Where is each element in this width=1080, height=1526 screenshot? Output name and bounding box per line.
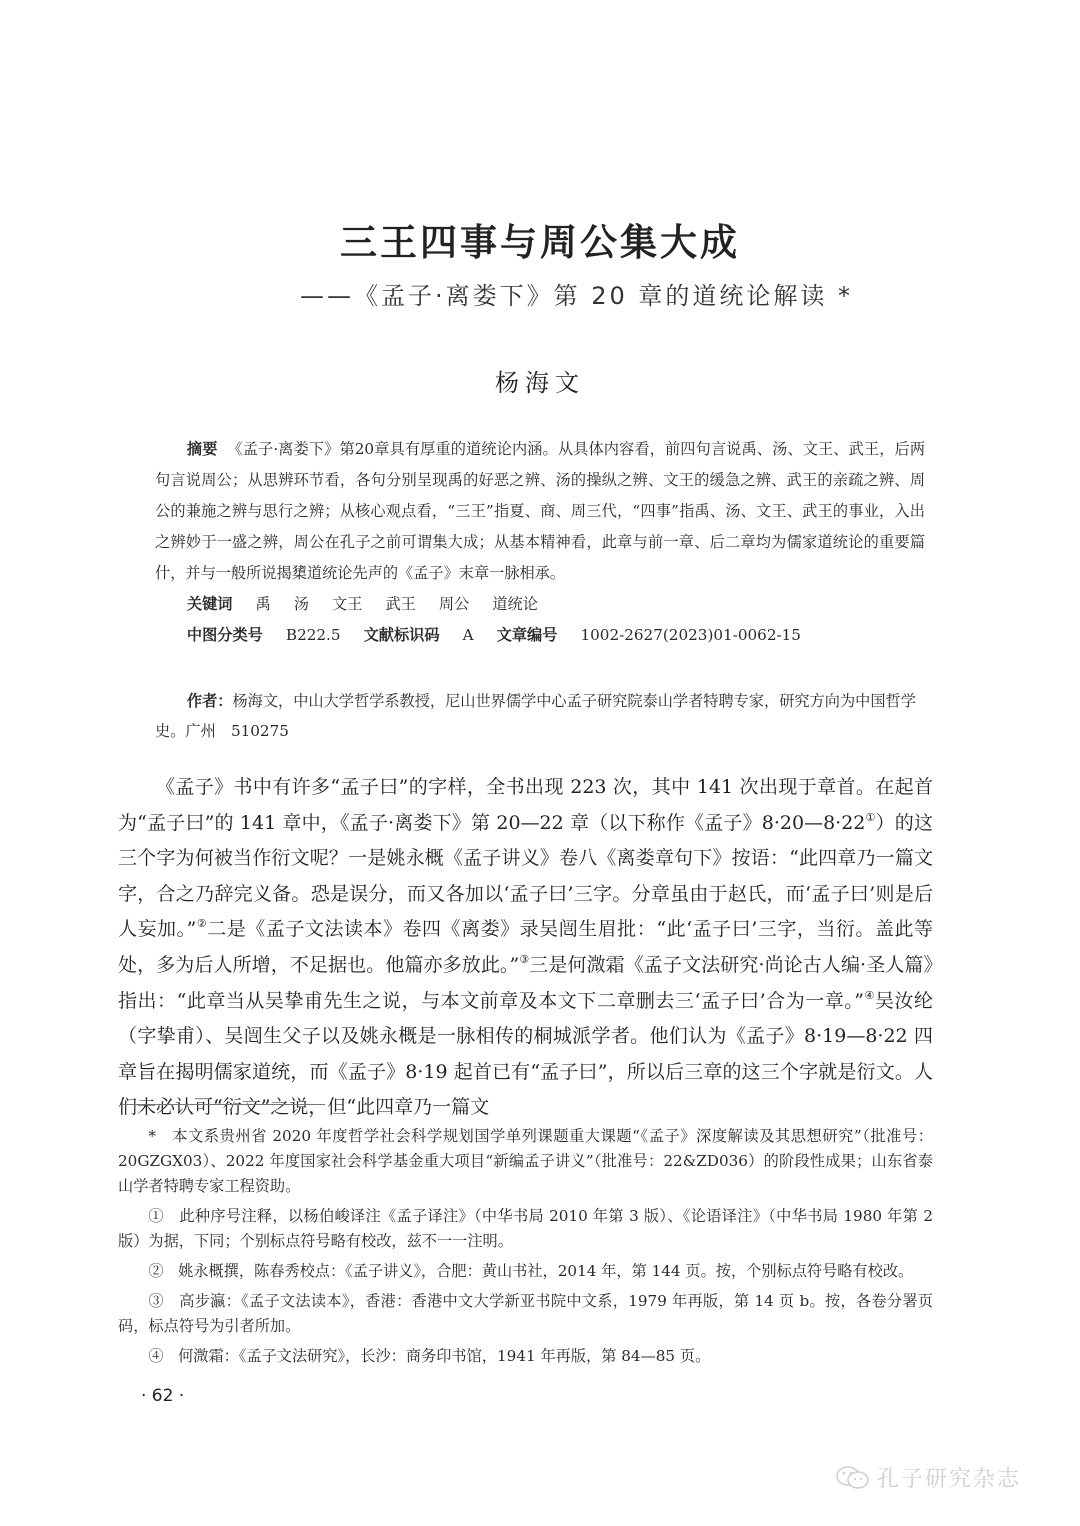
keyword: 周公 (438, 595, 470, 613)
body-text-segment: 二是《孟子文法读本》卷四《离娄》录吴闿生眉批：“此‘孟子曰’三字，当衍。盖此等处，多为后人所增，不足据也。他篇亦多放此。” (118, 918, 934, 976)
footnote-text: 高步瀛：《孟子文法读本》，香港：香港中文大学新亚书院中文系，1979 年再版，第 14 页 b。按，各卷分署页码，标点符号为引者所加。 (118, 1292, 934, 1335)
keyword: 禹 (255, 595, 271, 613)
author-info-text: 杨海文，中山大学哲学系教授，尼山世界儒学中心孟子研究院泰山学者特聘专家，研究方向为中国哲学史。广州 510275 (155, 692, 916, 740)
doc-code-value: A (462, 626, 474, 644)
footnote (118, 1344, 933, 1369)
wechat-icon (835, 1465, 871, 1491)
doc-code-label: 文献标识码 (363, 626, 440, 644)
footnote-ref[interactable]: ③ (519, 952, 530, 966)
keywords-label: 关键词 (186, 595, 233, 613)
footnote-ref[interactable]: ④ (864, 988, 875, 1002)
footnote-ref[interactable]: ② (196, 917, 208, 931)
body-text-segment: 三是何溦霜《孟子文法研究·尚论古人编·圣人篇》指出：“此章当从吴挚甫先生之说，与本文前章及本文下二章删去三‘孟子曰’合为一章。” (118, 953, 933, 1012)
author-info-label: 作者： (186, 692, 233, 710)
footnote-mark: ① (148, 1207, 164, 1225)
page-number: · 62 · (141, 1386, 185, 1406)
body-text-segment: 吴汝纶（字挚甫）、吴闿生父子以及姚永概是一脉相传的桐城派学者。他们认为《孟子》8·19—8·22 四章旨在揭明儒家道统，而《孟子》8·19 起首已有“孟子曰”，所以后三章的这三个字就是衍文。人们未必认可“衍文”之说，但“此四章乃一篇文 (118, 989, 933, 1119)
abstract-label: 摘要 (186, 440, 218, 458)
clc-label: 中图分类号 (186, 626, 263, 644)
footnote-ref[interactable]: ① (865, 810, 876, 824)
footnote-mark: ② (148, 1262, 164, 1280)
watermark (835, 1462, 1021, 1493)
footnote-mark: * (148, 1127, 156, 1145)
body-paragraph (118, 770, 933, 1126)
article-author: 杨海文 (495, 369, 585, 397)
keyword: 武王 (385, 595, 416, 613)
footnote-divider (123, 1104, 325, 1105)
footnote (118, 1259, 933, 1284)
keyword: 文王 (332, 595, 363, 613)
author-info-paragraph (155, 686, 925, 746)
classification-line (155, 620, 925, 651)
footnote (118, 1204, 933, 1254)
keywords-line (155, 589, 925, 620)
footnote-mark: ③ (148, 1292, 164, 1310)
footnote (118, 1289, 933, 1339)
abstract-paragraph (155, 434, 925, 589)
abstract-text: 《孟子·离娄下》第20章具有厚重的道统论内涵。从具体内容看，前四句言说禹、汤、文王、武王，后两句言说周公；从思辨环节看，各句分别呈现禹的好恶之辨、汤的操纵之辨、文王的缓急之辨、武王的亲疏之辨、周公的兼施之辨与思行之辨；从核心观点看，“三王”指夏、商、周三代，“四事”指禹、汤、文王、武王的事业，入出之辨妙于一盛之辨，周公在孔子之前可谓集大成；从基本精神看，此章与前一章、后二章均为儒家道统论的重要篇什，并与一般所说揭橥道统论先声的《孟子》末章一脉相承。 (155, 440, 926, 582)
article-no-label: 文章编号 (496, 626, 558, 644)
footnotes (118, 1124, 933, 1374)
article-subtitle: ——《孟子·离娄下》第 20 章的道统论解读 * (300, 282, 854, 310)
footnote-mark: ④ (148, 1347, 164, 1365)
body-text (118, 770, 933, 1126)
footnote-text: 姚永概撰，陈春秀校点：《孟子讲义》，合肥：黄山书社，2014 年，第 144 页。按，个别标点符号略有校改。 (178, 1262, 914, 1280)
article-title: 三王四事与周公集大成 (340, 221, 740, 264)
body-text-segment: 《孟子》书中有许多“孟子曰”的字样，全书出现 223 次，其中 141 次出现于章首。在起首为“孟子曰”的 141 章中，《孟子·离娄下》第 20—22 章（以下称作《孟子》8·20—8·22 (118, 776, 933, 834)
watermark-text: 孔子研究杂志 (877, 1467, 1022, 1492)
abstract-block (155, 434, 925, 651)
author-info (155, 686, 925, 746)
footnote-text: 此种序号注释，以杨伯峻译注《孟子译注》（中华书局 2010 年第 3 版）、《论语译注》（中华书局 1980 年第 2 版）为据，下同；个别标点符号略有校改，兹不一一注明。 (118, 1207, 934, 1250)
footnote-text: 何溦霜：《孟子文法研究》，长沙：商务印书馆，1941 年再版，第 84—85 页。 (178, 1347, 711, 1365)
article-no-value: 1002-2627(2023)01-0062-15 (580, 626, 801, 644)
clc-value: B222.5 (285, 626, 341, 644)
keyword: 道统论 (492, 595, 538, 613)
keyword: 汤 (293, 595, 309, 613)
footnote (118, 1124, 933, 1199)
body-text-segment: ）的这三个字为何被当作衍文呢？一是姚永概《孟子讲义》卷八《离娄章句下》按语：“此四章乃一篇文字，合之乃辞完义备。恐是误分，而又各加以‘孟子曰’三字。分章虽由于赵氏，而‘孟子曰’则是后人妄加。” (118, 811, 933, 941)
footnote-text: 本文系贵州省 2020 年度哲学社会科学规划国学单列课题重大课题“《孟子》深度解读及其思想研究”（批准号：20GZGX03）、2022 年度国家社会科学基金重大项目“新编孟子讲义”（批准号：22&ZD036）的阶段性成果；山东省泰山学者特聘专家工程资助。 (118, 1127, 933, 1195)
